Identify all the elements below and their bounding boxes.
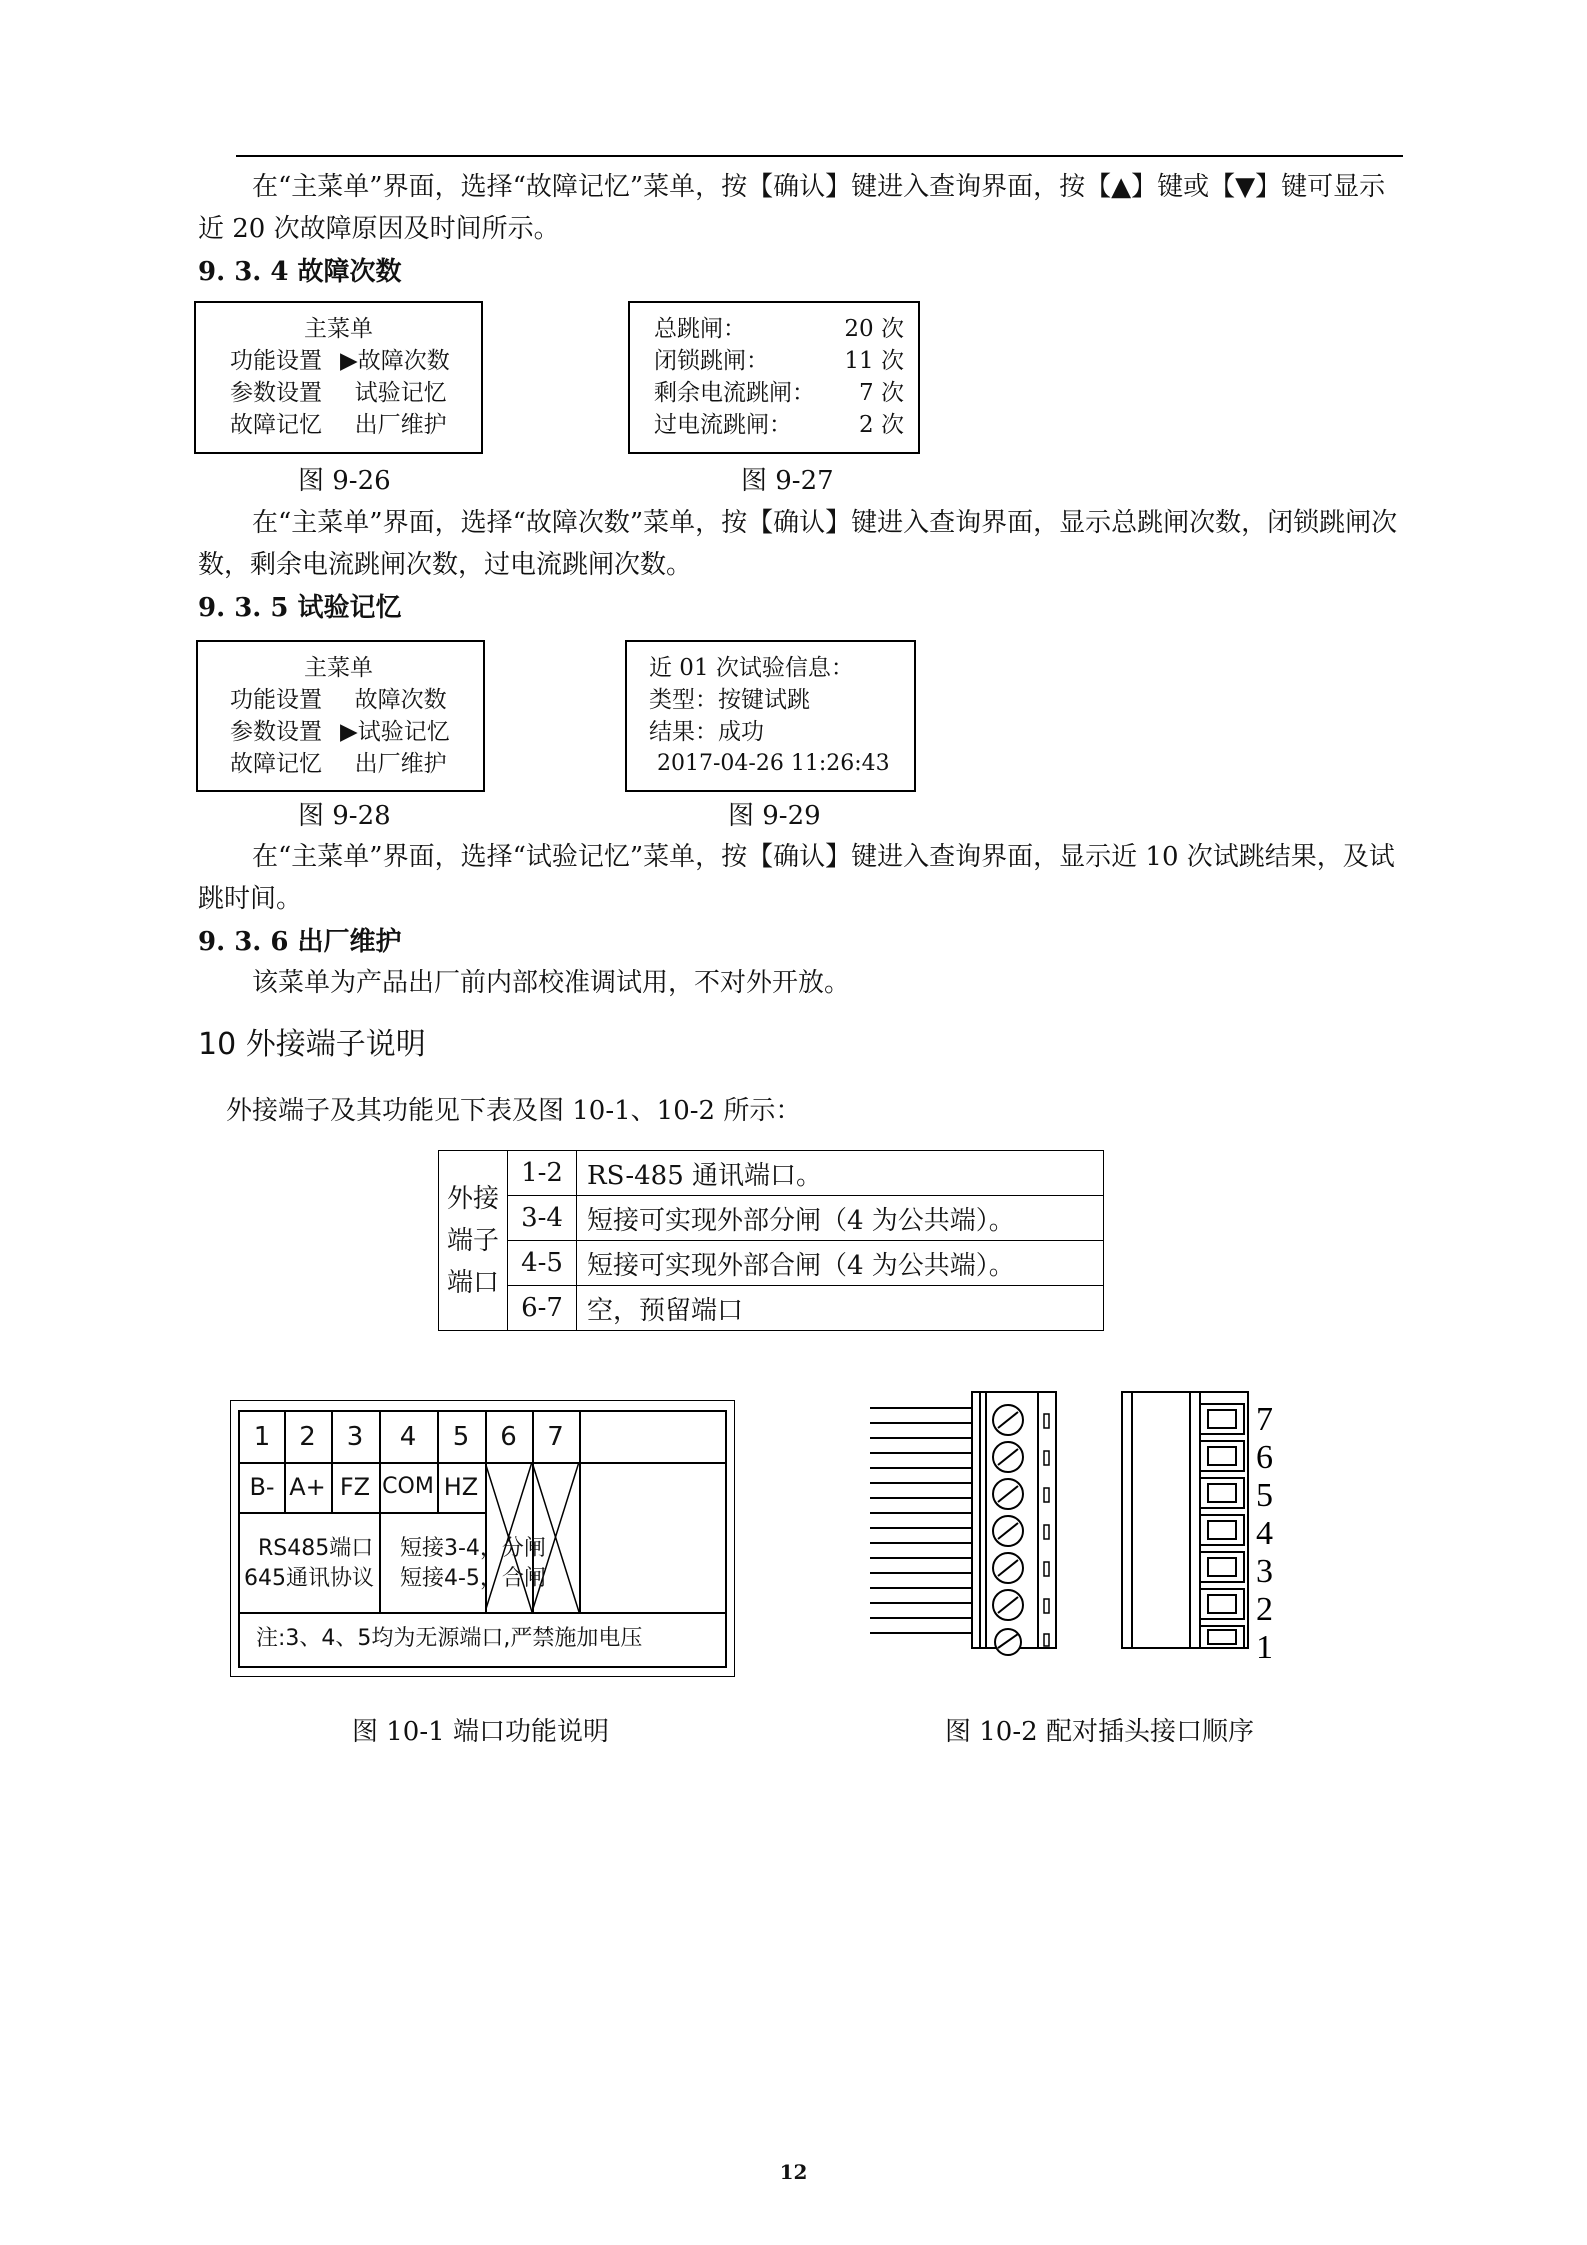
lcd-row-right: 试验记忆 bbox=[340, 380, 447, 406]
pin-label: 1 bbox=[1256, 1629, 1273, 1666]
figure-caption: 图 9-28 bbox=[298, 801, 391, 831]
lcd-row-left: 功能设置 bbox=[230, 687, 322, 713]
figure-caption: 图 9-26 bbox=[298, 466, 391, 496]
lcd-fault-count-screen bbox=[628, 301, 920, 454]
pin-number: 4 bbox=[399, 1422, 417, 1452]
desc-cell: 短接可实现外部分闸（4 为公共端）。 bbox=[577, 1196, 1104, 1241]
pin-label: 7 bbox=[1256, 1401, 1273, 1438]
paragraph-936 bbox=[198, 962, 1408, 1004]
pin-label: 4 bbox=[1256, 1515, 1273, 1552]
table-row bbox=[439, 1241, 1104, 1286]
desc-cell: 空，预留端口 bbox=[577, 1286, 1104, 1331]
pin-number: 1 bbox=[253, 1422, 271, 1452]
port-function-figure bbox=[230, 1400, 735, 1677]
header-line: 端口 bbox=[446, 1267, 499, 1298]
pin-signal: B- bbox=[249, 1473, 275, 1501]
table-row bbox=[439, 1151, 1104, 1196]
plug-fins bbox=[870, 1408, 972, 1633]
short-open-label: 短接3-4，分闸 bbox=[400, 1536, 546, 1561]
table-row bbox=[439, 1286, 1104, 1331]
pin-number: 6 bbox=[500, 1422, 517, 1452]
count-value: 2 次 bbox=[859, 412, 904, 438]
pin-signal: COM bbox=[382, 1474, 434, 1499]
lcd-test-info-screen bbox=[625, 640, 916, 792]
plug-slots bbox=[1044, 1414, 1049, 1646]
count-value: 20 次 bbox=[844, 316, 904, 342]
count-label: 过电流跳闸： bbox=[654, 412, 792, 438]
table-header-cell bbox=[439, 1151, 508, 1331]
test-info-timestamp: 2017-04-26 11:26:43 bbox=[657, 751, 890, 776]
paragraph-934 bbox=[198, 502, 1408, 586]
paragraph-10-intro bbox=[226, 1090, 1436, 1132]
pin-number: 5 bbox=[452, 1422, 470, 1452]
lcd-row-left: 故障记忆 bbox=[230, 412, 322, 438]
lcd-main-menu-test-memory bbox=[196, 640, 485, 792]
page-number: 12 bbox=[779, 2160, 808, 2184]
count-value: 7 次 bbox=[859, 380, 904, 406]
lcd-row-left: 参数设置 bbox=[230, 719, 322, 745]
desc-cell: RS-485 通讯端口。 bbox=[577, 1151, 1104, 1196]
header-rule bbox=[236, 155, 1403, 157]
port-function-diagram bbox=[238, 1410, 727, 1668]
pin-number: 7 bbox=[547, 1422, 564, 1452]
header-line: 端子 bbox=[446, 1225, 499, 1256]
paragraph-text: 在“主菜单”界面，选择“试验记忆”菜单，按【确认】键进入查询界面，显示近 10 次试跳结果，及试跳时间。 bbox=[198, 842, 1395, 914]
paragraph-text: 该菜单为产品出厂前内部校准调试用，不对外开放。 bbox=[252, 968, 851, 998]
lcd-row-right: 故障次数 bbox=[340, 687, 447, 713]
pin-label: 6 bbox=[1256, 1439, 1273, 1476]
warning-note: 注:3、4、5均为无源端口,严禁施加电压 bbox=[256, 1626, 643, 1651]
figure-caption: 图 10-2 配对插头接口顺序 bbox=[945, 1717, 1254, 1747]
lcd-row-left: 功能设置 bbox=[230, 348, 322, 374]
lcd-title: 主菜单 bbox=[304, 655, 373, 681]
rs485-label: RS485端口 bbox=[258, 1536, 374, 1561]
grid-line bbox=[240, 1612, 725, 1614]
section-heading-10: 10 外接端子说明 bbox=[198, 1027, 426, 1062]
test-info-line: 近 01 次试验信息： bbox=[649, 655, 854, 681]
paragraph-text: 在“主菜单”界面，选择“故障次数”菜单，按【确认】键进入查询界面，显示总跳闸次数，闭锁跳闸次数，剩余电流跳闸次数，过电流跳闸次数。 bbox=[198, 508, 1398, 580]
lcd-row-right: ▶试验记忆 bbox=[340, 719, 450, 745]
pin-cell: 4-5 bbox=[508, 1241, 577, 1286]
lcd-row-left: 故障记忆 bbox=[230, 751, 322, 777]
pin-number: 2 bbox=[299, 1422, 316, 1452]
figure-caption: 图 9-29 bbox=[728, 801, 821, 831]
pin-cell: 3-4 bbox=[508, 1196, 577, 1241]
pin-label: 3 bbox=[1256, 1553, 1273, 1590]
test-info-line: 结果：成功 bbox=[649, 719, 764, 745]
count-label: 总跳闸： bbox=[654, 316, 746, 342]
intro-text: 在“主菜单”界面，选择“故障记忆”菜单，按【确认】键进入查询界面，按【▲】键或【▼】键可显示近 20 次故障原因及时间所示。 bbox=[198, 172, 1386, 244]
lcd-row-right: ▶故障次数 bbox=[340, 348, 450, 374]
count-label: 剩余电流跳闸： bbox=[654, 380, 815, 406]
lcd-title: 主菜单 bbox=[304, 316, 373, 342]
pin-cell: 6-7 bbox=[508, 1286, 577, 1331]
protocol-label: 645通讯协议 bbox=[244, 1566, 374, 1591]
short-close-label: 短接4-5，合闸 bbox=[400, 1566, 546, 1591]
pin-cell: 1-2 bbox=[508, 1151, 577, 1196]
paragraph-935 bbox=[198, 836, 1408, 920]
screw-terminals bbox=[993, 1405, 1023, 1655]
section-heading-936: 9. 3. 6 出厂维护 bbox=[198, 927, 402, 957]
section-heading-934: 9. 3. 4 故障次数 bbox=[198, 257, 402, 287]
figure-caption: 图 9-27 bbox=[741, 466, 834, 496]
lcd-row-left: 参数设置 bbox=[230, 380, 322, 406]
pin-signal: HZ bbox=[443, 1473, 479, 1501]
count-value: 11 次 bbox=[844, 348, 904, 374]
connector-plug-drawing bbox=[860, 1380, 1280, 1680]
paragraph-text: 外接端子及其功能见下表及图 10-1、10-2 所示： bbox=[226, 1096, 802, 1126]
pin-labels bbox=[1256, 1401, 1273, 1666]
pin-signal: FZ bbox=[339, 1473, 371, 1501]
terminal-table bbox=[438, 1150, 1104, 1331]
pin-label: 2 bbox=[1256, 1591, 1273, 1628]
socket-pin-cells bbox=[1200, 1404, 1244, 1648]
pin-label: 5 bbox=[1256, 1477, 1273, 1514]
lcd-row-right: 出厂维护 bbox=[340, 751, 447, 777]
section-heading-935: 9. 3. 5 试验记忆 bbox=[198, 593, 402, 623]
pin-signal: A+ bbox=[289, 1473, 326, 1501]
grid-line bbox=[240, 1512, 485, 1514]
grid-line bbox=[579, 1412, 581, 1612]
lcd-main-menu-fault-count bbox=[194, 301, 483, 454]
table-row bbox=[439, 1196, 1104, 1241]
figure-caption: 图 10-1 端口功能说明 bbox=[352, 1717, 609, 1747]
pin-number: 3 bbox=[346, 1422, 364, 1452]
lcd-row-right: 出厂维护 bbox=[340, 412, 447, 438]
count-label: 闭锁跳闸： bbox=[654, 348, 769, 374]
intro-paragraph bbox=[198, 166, 1408, 250]
desc-cell: 短接可实现外部合闸（4 为公共端）。 bbox=[577, 1241, 1104, 1286]
test-info-line: 类型：按键试跳 bbox=[649, 687, 810, 713]
header-line: 外接 bbox=[446, 1183, 499, 1214]
